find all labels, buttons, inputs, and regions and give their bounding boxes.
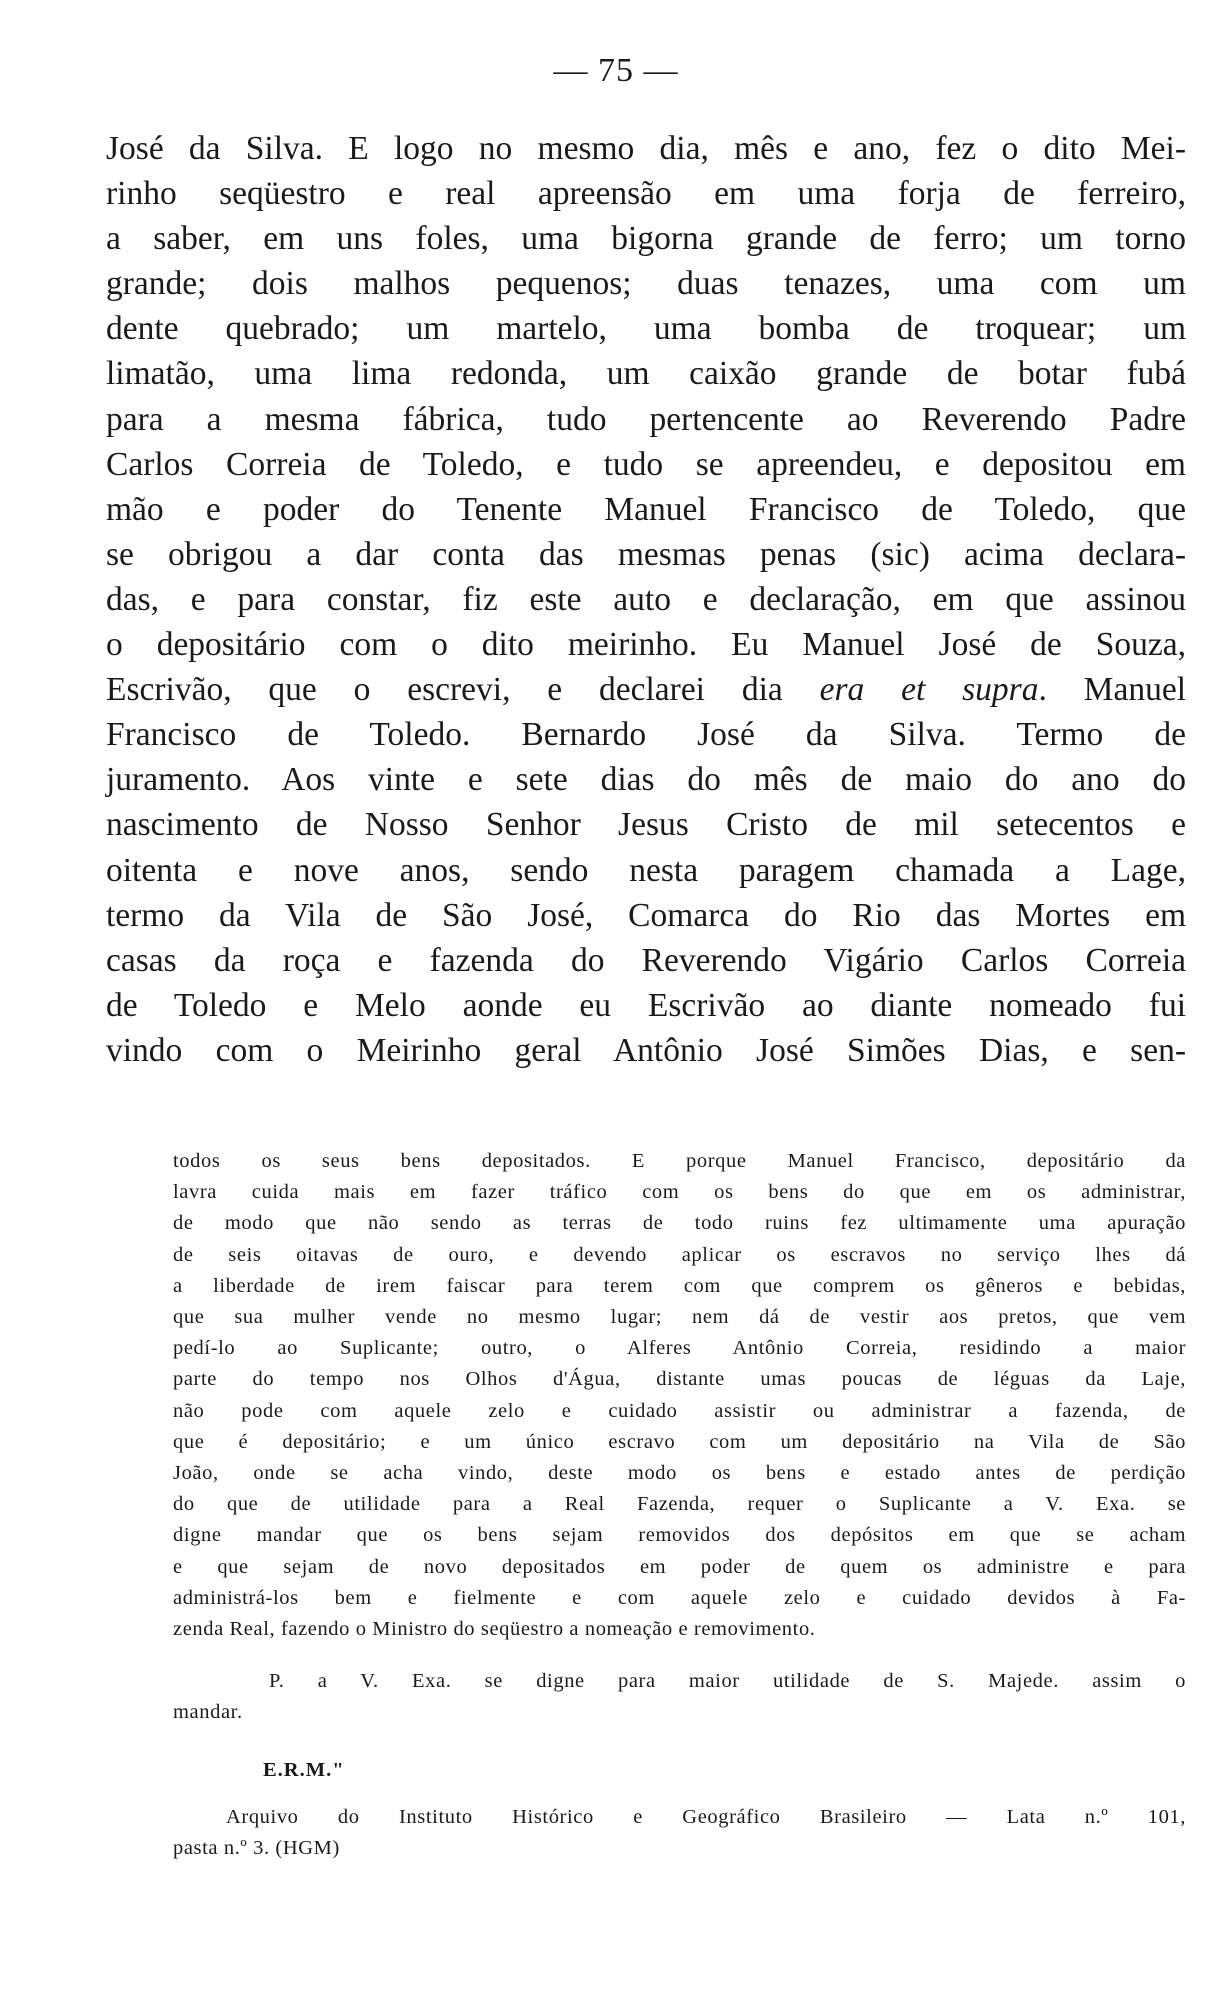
- main-line: de Toledo e Melo aonde eu Escrivão ao diante nomeado fui: [106, 986, 1186, 1024]
- main-line: grande; dois malhos pequenos; duas tenazes, uma com um: [106, 265, 1186, 303]
- footnote-line: parte do tempo nos Olhos d'Água, distante umas poucas de léguas da Laje,: [173, 1368, 1186, 1391]
- footnote: [173, 1146, 1186, 1864]
- main-line: nascimento de Nosso Senhor Jesus Cristo de mil setecentos e: [106, 806, 1186, 844]
- footnote-line: zenda Real, fazendo o Ministro do seqüestro a nomeação e removimento.: [173, 1618, 816, 1641]
- footnote-line: digne mandar que os bens sejam removidos dos depósitos em que se acham: [173, 1524, 1186, 1547]
- closing-line: mandar.: [173, 1701, 243, 1724]
- main-line: juramento. Aos vinte e sete dias do mês de maio do ano do: [106, 761, 1186, 799]
- main-line: termo da Vila de São José, Comarca do Rio das Mortes em: [106, 896, 1186, 934]
- footnote-line: que é depositário; e um único escravo com um depositário na Vila de São: [173, 1430, 1186, 1453]
- source-line: pasta n.º 3. (HGM): [173, 1837, 340, 1860]
- footnote-line: e que sejam de novo depositados em poder de quem os administre e para: [173, 1555, 1186, 1578]
- main-line: das, e para constar, fiz este auto e declaração, em que assinou: [106, 580, 1186, 618]
- footnote-line: não pode com aquele zelo e cuidado assistir ou administrar a fazenda, de: [173, 1399, 1186, 1422]
- footnote-line: do que de utilidade para a Real Fazenda, requer o Suplicante a V. Exa. se: [173, 1493, 1186, 1516]
- footnote-line: que sua mulher vende no mesmo lugar; nem dá de vestir aos pretos, que vem: [173, 1306, 1186, 1329]
- main-line: a saber, em uns foles, uma bigorna grande de ferro; um torno: [106, 220, 1186, 258]
- main-line: se obrigou a dar conta das mesmas penas (sic) acima declara-: [106, 535, 1186, 573]
- archive-source: [173, 1802, 1186, 1864]
- main-line: rinho seqüestro e real apreensão em uma forja de ferreiro,: [106, 175, 1186, 213]
- main-line-after-italic: . Manuel: [1038, 671, 1187, 709]
- main-line: o depositário com o dito meirinho. Eu Manuel José de Souza,: [106, 626, 1186, 664]
- main-line: José da Silva. E logo no mesmo dia, mês e ano, fez o dito Mei-: [106, 130, 1186, 167]
- closing-request: [173, 1666, 1186, 1728]
- footnote-line: todos os seus bens depositados. E porque Manuel Francisco, depositário da: [173, 1150, 1186, 1172]
- main-line: para a mesma fábrica, tudo pertencente ao Reverendo Padre: [106, 400, 1186, 438]
- footnote-line: de seis oitavas de ouro, e devendo aplicar os escravos no serviço lhes dá: [173, 1243, 1186, 1266]
- main-line-with-italic: [106, 667, 1186, 712]
- main-line: vindo com o Meirinho geral Antônio José Simões Dias, e sen-: [106, 1031, 1186, 1069]
- footnote-line: João, onde se acha vindo, deste modo os bens e estado antes de perdição: [173, 1462, 1186, 1485]
- footnote-line: administrá-los bem e fielmente e com aquele zelo e cuidado devidos à Fa-: [173, 1586, 1186, 1609]
- footnote-line: a liberdade de irem faiscar para terem com que comprem os gêneros e bebidas,: [173, 1274, 1186, 1297]
- main-line-before-italic: Escrivão, que o escrevi, e declarei dia: [106, 671, 820, 709]
- main-line: casas da roça e fazenda do Reverendo Vigário Carlos Correia: [106, 941, 1186, 979]
- signoff: E.R.M.": [263, 1758, 345, 1781]
- main-line: oitenta e nove anos, sendo nesta paragem chamada a Lage,: [106, 851, 1186, 889]
- main-text: [106, 126, 1186, 1073]
- closing-line: P. a V. Exa. se digne para maior utilidade de S. Majede. assim o: [269, 1670, 1186, 1693]
- source-line: Arquivo do Instituto Histórico e Geográfico Brasileiro — Lata n.º 101,: [226, 1805, 1186, 1828]
- footnote-line: pedí-lo ao Suplicante; outro, o Alferes Antônio Correia, residindo a maior: [173, 1337, 1186, 1360]
- italic-phrase: era et supra: [819, 671, 1039, 709]
- main-line: limatão, uma lima redonda, um caixão grande de botar fubá: [106, 355, 1186, 393]
- footnote-line: lavra cuida mais em fazer tráfico com os bens do que em os administrar,: [173, 1181, 1186, 1204]
- main-line: Carlos Correia de Toledo, e tudo se apreendeu, e depositou em: [106, 445, 1186, 483]
- footnote-line: de modo que não sendo as terras de todo ruins fez ultimamente uma apuração: [173, 1212, 1186, 1235]
- main-line: mão e poder do Tenente Manuel Francisco de Toledo, que: [106, 490, 1186, 528]
- main-line: dente quebrado; um martelo, uma bomba de troquear; um: [106, 310, 1186, 348]
- main-line: Francisco de Toledo. Bernardo José da Silva. Termo de: [106, 716, 1186, 754]
- page-number: — 75 —: [553, 52, 679, 89]
